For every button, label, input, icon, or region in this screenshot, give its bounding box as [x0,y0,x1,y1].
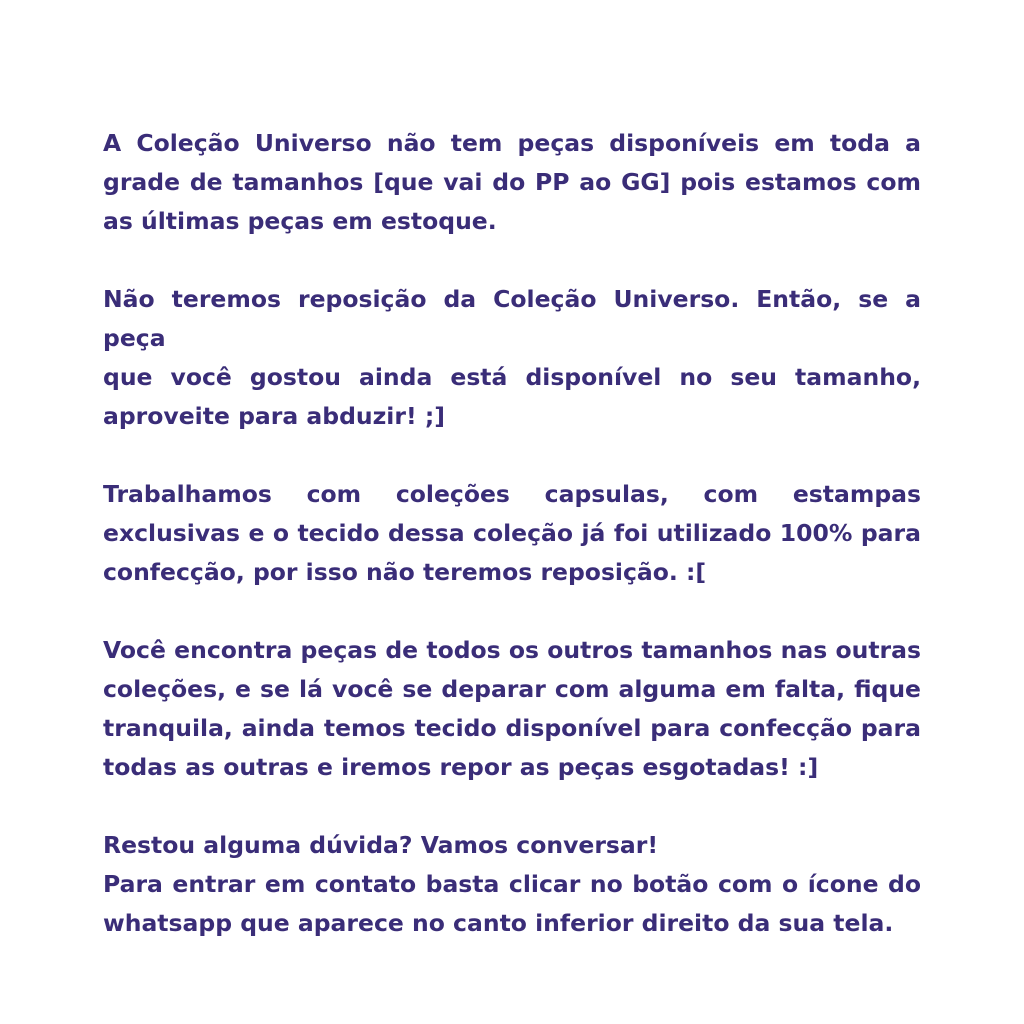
paragraph-line: grade de tamanhos [que vai do PP ao GG] pois estamos com [103,168,921,196]
paragraph-line: tranquila, ainda temos tecido disponível para confecção para [103,714,921,742]
paragraph-no-restock [103,280,921,436]
paragraph-line: Para entrar em contato basta clicar no botão com o ícone do [103,870,921,898]
paragraph-capsule-collections [103,475,921,592]
paragraph-line: exclusivas e o tecido dessa coleção já foi utilizado 100% para [103,519,921,547]
paragraph-line: A Coleção Universo não tem peças disponíveis em toda a [103,129,921,157]
paragraph-line: aproveite para abduzir! ;] [103,402,445,430]
paragraph-line: que você gostou ainda está disponível no seu tamanho, [103,363,921,391]
paragraph-line: Você encontra peças de todos os outros tamanhos nas outras [103,636,921,664]
paragraph-line: confecção, por isso não teremos reposição. :[ [103,558,707,586]
paragraph-line: todas as outras e iremos repor as peças esgotadas! :] [103,753,819,781]
size-notice-text-block [103,124,921,943]
paragraph-line: coleções, e se lá você se deparar com alguma em falta, fique [103,675,921,703]
paragraph-line: Não teremos reposição da Coleção Universo. Então, se a peça [103,285,921,352]
paragraph-line: whatsapp que aparece no canto inferior direito da sua tela. [103,909,894,937]
paragraph-other-collections [103,631,921,787]
paragraph-line: Restou alguma dúvida? Vamos conversar! [103,831,659,859]
paragraph-line: Trabalhamos com coleções capsulas, com estampas [103,480,921,508]
paragraph-contact-info [103,826,921,943]
paragraph-limited-sizes [103,124,921,241]
paragraph-line: as últimas peças em estoque. [103,207,497,235]
